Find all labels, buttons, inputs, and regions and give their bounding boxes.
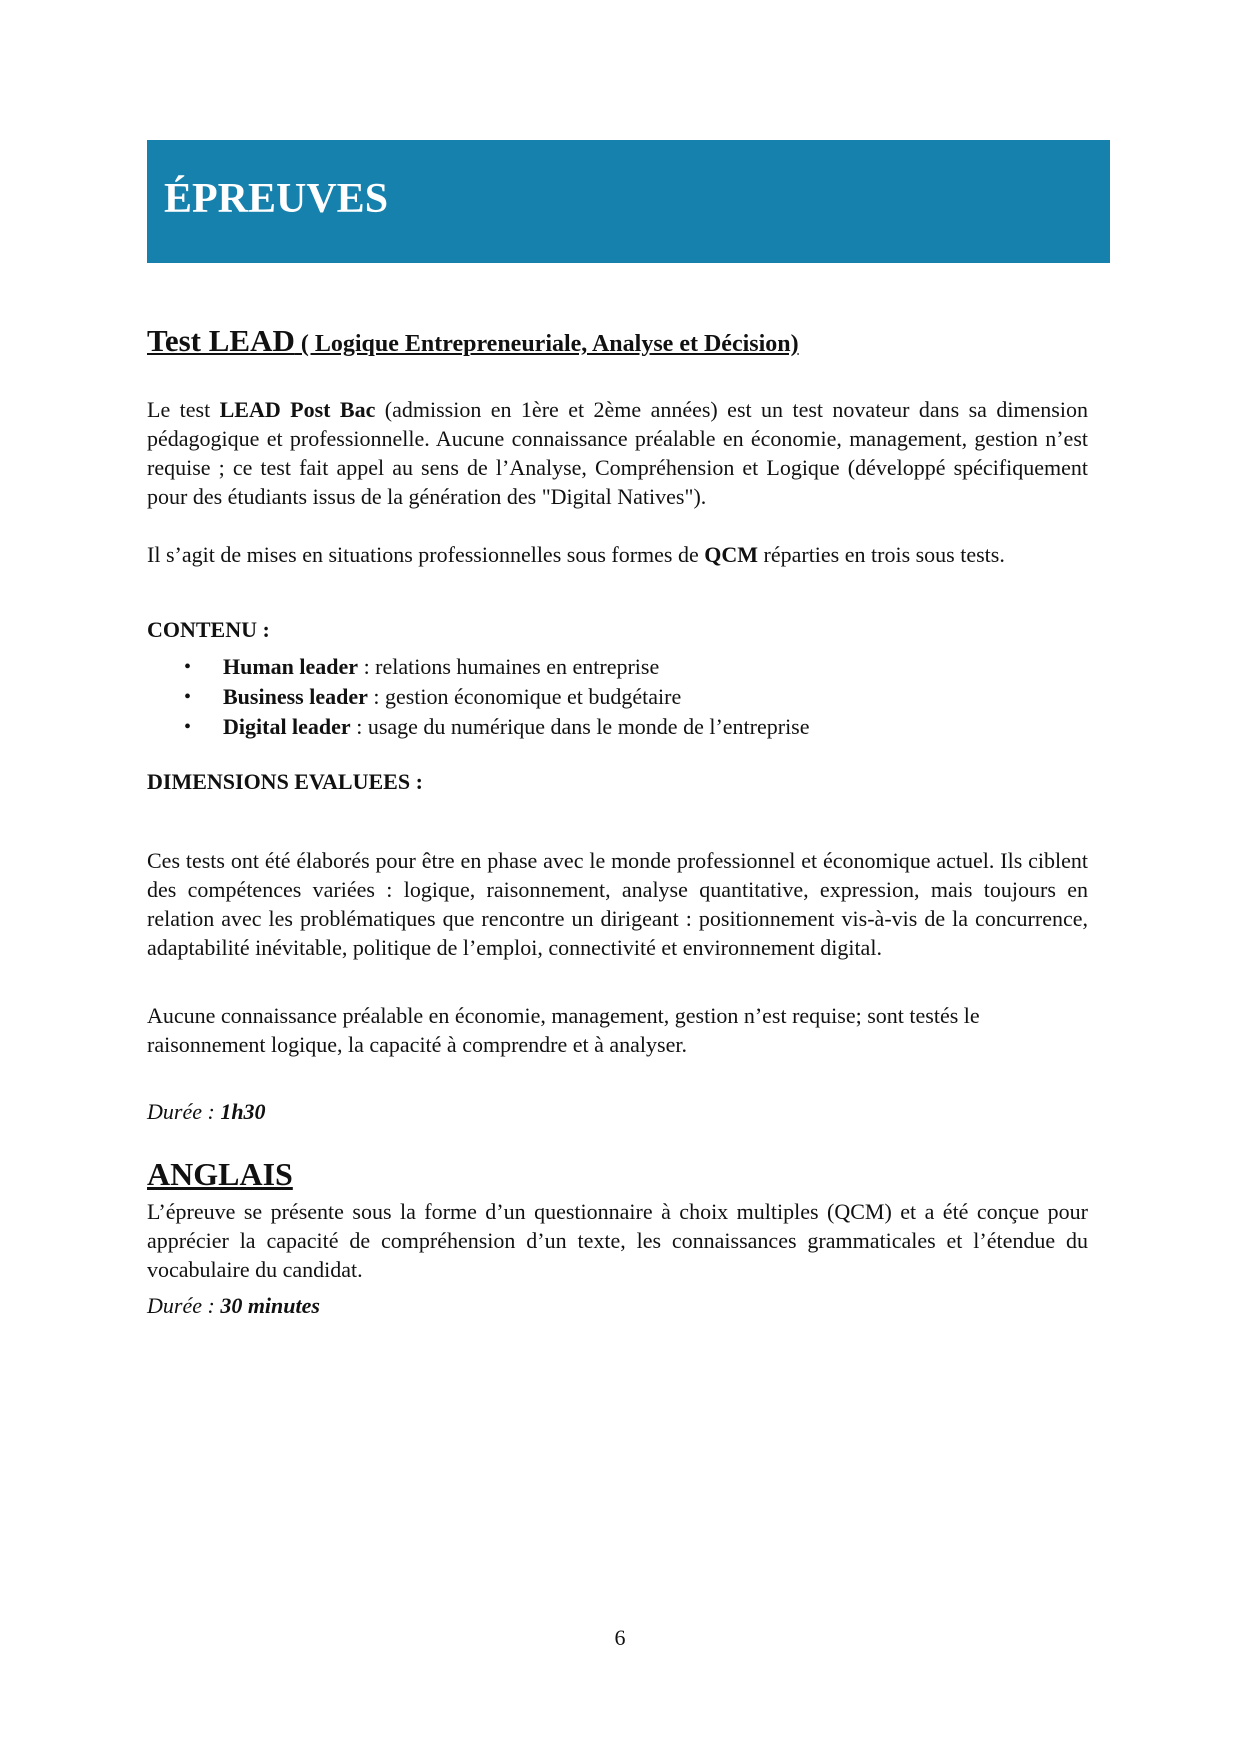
- lead-intro-after: (admission en 1ère et 2ème années) est un test novateur dans sa dimension pédagogique et professionnelle. Aucune connaissance préalable en économie, management, gestion n’est requise ; ce test fait appel au sens de l’Analyse, Compréhension et Logique (développé spécifiquement pour des étudiants issus de la génération des "Digital Natives").: [147, 397, 1088, 510]
- page-content: [147, 322, 1088, 1320]
- lead-duration-value: 1h30: [220, 1099, 266, 1125]
- list-item-name: Human leader: [223, 654, 359, 680]
- lead-intro-paragraph: [147, 395, 1088, 511]
- prerequisites-paragraph: Aucune connaissance préalable en économie, management, gestion n’est requise; sont testés le raisonnement logique, la capacité à comprendre et à analyser.: [147, 1003, 980, 1058]
- lead-heading-main: Test LEAD: [147, 323, 295, 358]
- banner-title: ÉPREUVES: [164, 176, 389, 222]
- list-item-desc: : gestion économique et budgétaire: [367, 684, 682, 710]
- lead-qcm-bold: QCM: [704, 542, 759, 568]
- list-item-name: Digital leader: [223, 714, 351, 740]
- lead-qcm-after: réparties en trois sous tests.: [758, 542, 1005, 568]
- dimensions-label: DIMENSIONS EVALUEES :: [147, 769, 423, 795]
- list-item: [147, 682, 1088, 712]
- lead-duration: [147, 1097, 1088, 1126]
- contenu-list: [147, 652, 1088, 742]
- lead-intro-before: Le test: [147, 397, 220, 423]
- dimensions-paragraph: Ces tests ont été élaborés pour être en phase avec le monde professionnel et économique actuel. Ils ciblent des compétences variées : logique, raisonnement, analyse quantitative, expression, mais toujours en relation avec les problématiques que rencontre un dirigeant : positionnement vis-à-vis de la concurrence, adaptabilité inévitable, politique de l’emploi, connectivité et environnement digital.: [147, 848, 1088, 961]
- lead-qcm-before: Il s’agit de mises en situations professionnelles sous formes de: [147, 542, 705, 568]
- list-item-desc: : relations humaines en entreprise: [358, 654, 660, 680]
- list-item: [147, 712, 1088, 742]
- list-item-name: Business leader: [223, 684, 368, 710]
- lead-qcm-paragraph: [147, 540, 1088, 569]
- anglais-heading: ANGLAIS: [147, 1156, 293, 1193]
- bullet-icon: •: [184, 656, 192, 679]
- section-banner: [147, 140, 1110, 263]
- lead-heading-sub: ( Logique Entrepreneuriale, Analyse et Décision): [294, 331, 799, 357]
- anglais-duration: [147, 1291, 1088, 1320]
- anglais-duration-value: 30 minutes: [220, 1292, 320, 1318]
- lead-duration-label: Durée :: [147, 1099, 221, 1125]
- contenu-label: CONTENU :: [147, 617, 270, 643]
- bullet-icon: •: [184, 716, 192, 739]
- lead-heading: [147, 322, 1088, 359]
- anglais-duration-label: Durée :: [147, 1292, 221, 1318]
- list-item-desc: : usage du numérique dans le monde de l’entreprise: [350, 714, 810, 740]
- list-item: [147, 652, 1088, 682]
- anglais-paragraph: L’épreuve se présente sous la forme d’un questionnaire à choix multiples (QCM) et a été conçue pour apprécier la capacité de compréhension d’un texte, les connaissances grammaticales et l’étendue du vocabulaire du candidat.: [147, 1198, 1088, 1282]
- page-number: 6: [614, 1625, 626, 1650]
- bullet-icon: •: [184, 686, 192, 709]
- lead-intro-bold: LEAD Post Bac: [219, 397, 376, 423]
